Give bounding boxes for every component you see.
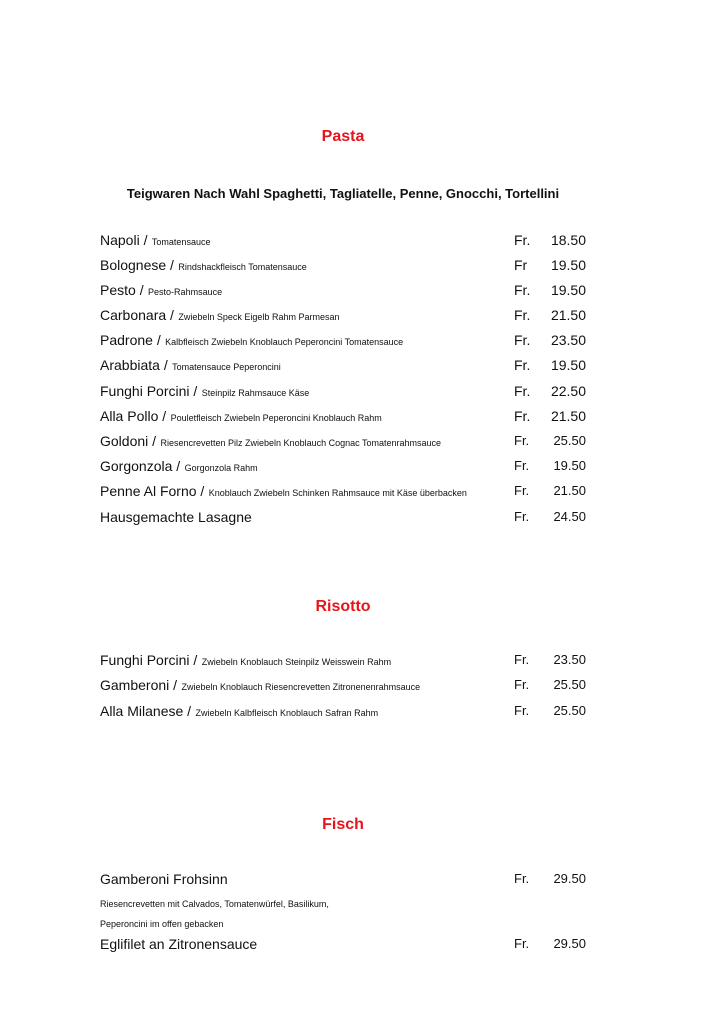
menu-item (100, 934, 590, 954)
item-name: Penne Al Forno / (100, 483, 205, 499)
item-currency: Fr. (514, 936, 530, 951)
item-currency: Fr. (514, 703, 530, 718)
item-name: Goldoni / (100, 433, 157, 449)
item-currency: Fr. (514, 383, 531, 399)
item-desc: Gorgonzola Rahm (184, 463, 258, 473)
item-name: Napoli / (100, 232, 148, 248)
item-currency: Fr. (514, 408, 531, 424)
menu-item (100, 675, 590, 695)
item-currency: Fr. (514, 282, 531, 298)
item-name: Padrone / (100, 332, 161, 348)
menu-item (100, 431, 590, 451)
item-desc-line: Peperoncini im offen gebacken (100, 919, 224, 929)
item-desc: Rindshackfleisch Tomatensauce (178, 262, 307, 272)
item-desc: Knoblauch Zwiebeln Schinken Rahmsauce mit Käse überbacken (208, 488, 467, 498)
item-name: Gamberoni / (100, 677, 178, 693)
item-price: 23.50 (550, 332, 586, 348)
item-price: 19.50 (550, 282, 586, 298)
menu-item (100, 230, 590, 250)
item-price: 21.50 (553, 483, 586, 498)
item-price: 21.50 (550, 408, 586, 424)
item-name: Gorgonzola / (100, 458, 181, 474)
item-currency: Fr. (514, 332, 531, 348)
item-price: 25.50 (553, 677, 586, 692)
item-price: 24.50 (553, 509, 586, 524)
section-title-pasta: Pasta (321, 128, 365, 145)
menu-item (100, 481, 590, 501)
item-currency: Fr. (514, 509, 530, 524)
item-desc: Pesto-Rahmsauce (148, 287, 223, 297)
menu-item (100, 381, 590, 401)
item-price: 29.50 (553, 936, 586, 951)
item-price: 19.50 (553, 458, 586, 473)
pasta-subtitle: Teigwaren Nach Wahl Spaghetti, Tagliatelle, Penne, Gnocchi, Tortellini (126, 186, 560, 201)
item-currency: Fr. (514, 483, 530, 498)
item-name: Alla Pollo / (100, 408, 167, 424)
menu-item (100, 305, 590, 325)
item-name: Funghi Porcini / (100, 652, 198, 668)
item-price: 25.50 (553, 703, 586, 718)
item-name: Carbonara / (100, 307, 174, 323)
item-currency: Fr. (514, 652, 530, 667)
item-currency: Fr. (514, 458, 530, 473)
item-price: 22.50 (550, 383, 586, 399)
menu-item (100, 330, 590, 350)
item-desc-line: Riesencrevetten mit Calvados, Tomatenwürfel, Basilikum, (100, 899, 329, 909)
menu-item (100, 355, 590, 375)
item-desc: Tomatensauce (151, 237, 211, 247)
item-name: Arabbiata / (100, 357, 168, 373)
item-price: 19.50 (550, 357, 586, 373)
item-name: Pesto / (100, 282, 144, 298)
item-desc: Tomatensauce Peperoncini (172, 362, 281, 372)
item-currency: Fr. (514, 307, 531, 323)
menu-item (100, 280, 590, 300)
item-currency: Fr. (514, 357, 531, 373)
item-price: 21.50 (550, 307, 586, 323)
menu-item (100, 701, 590, 721)
item-desc: Zwiebeln Knoblauch Steinpilz Weisswein Rahm (201, 657, 392, 667)
item-currency: Fr. (514, 232, 531, 248)
item-desc: Kalbfleisch Zwiebeln Knoblauch Peperoncini Tomatensauce (165, 337, 404, 347)
item-price: 18.50 (550, 232, 586, 248)
item-price: 29.50 (553, 871, 586, 886)
item-desc: Pouletfleisch Zwiebeln Peperoncini Knoblauch Rahm (170, 413, 382, 423)
item-price: 25.50 (553, 433, 586, 448)
item-desc: Steinpilz Rahmsauce Käse (201, 388, 310, 398)
item-name: Eglifilet an Zitronensauce (100, 936, 258, 952)
item-price: 19.50 (550, 257, 586, 273)
item-price: 23.50 (553, 652, 586, 667)
menu-item (100, 869, 590, 889)
menu-item (100, 650, 590, 670)
menu-item (100, 456, 590, 476)
item-name: Hausgemachte Lasagne (100, 509, 252, 525)
item-desc: Riesencrevetten Pilz Zwiebeln Knoblauch Cognac Tomatenrahmsauce (160, 438, 441, 448)
item-currency: Fr (514, 257, 528, 273)
item-currency: Fr. (514, 677, 530, 692)
item-currency: Fr. (514, 433, 530, 448)
item-name: Funghi Porcini / (100, 383, 198, 399)
item-name: Bolognese / (100, 257, 174, 273)
item-name: Gamberoni Frohsinn (100, 871, 228, 887)
section-title-risotto: Risotto (315, 598, 371, 615)
item-name: Alla Milanese / (100, 703, 192, 719)
item-desc: Zwiebeln Kalbfleisch Knoblauch Safran Rahm (195, 708, 379, 718)
menu-item (100, 406, 590, 426)
item-desc: Zwiebeln Speck Eigelb Rahm Parmesan (178, 312, 340, 322)
item-currency: Fr. (514, 871, 530, 886)
section-title-fisch: Fisch (322, 816, 364, 833)
item-desc: Zwiebeln Knoblauch Riesencrevetten Zitronenenrahmsauce (181, 682, 421, 692)
menu-item (100, 507, 590, 527)
menu-item (100, 255, 590, 275)
